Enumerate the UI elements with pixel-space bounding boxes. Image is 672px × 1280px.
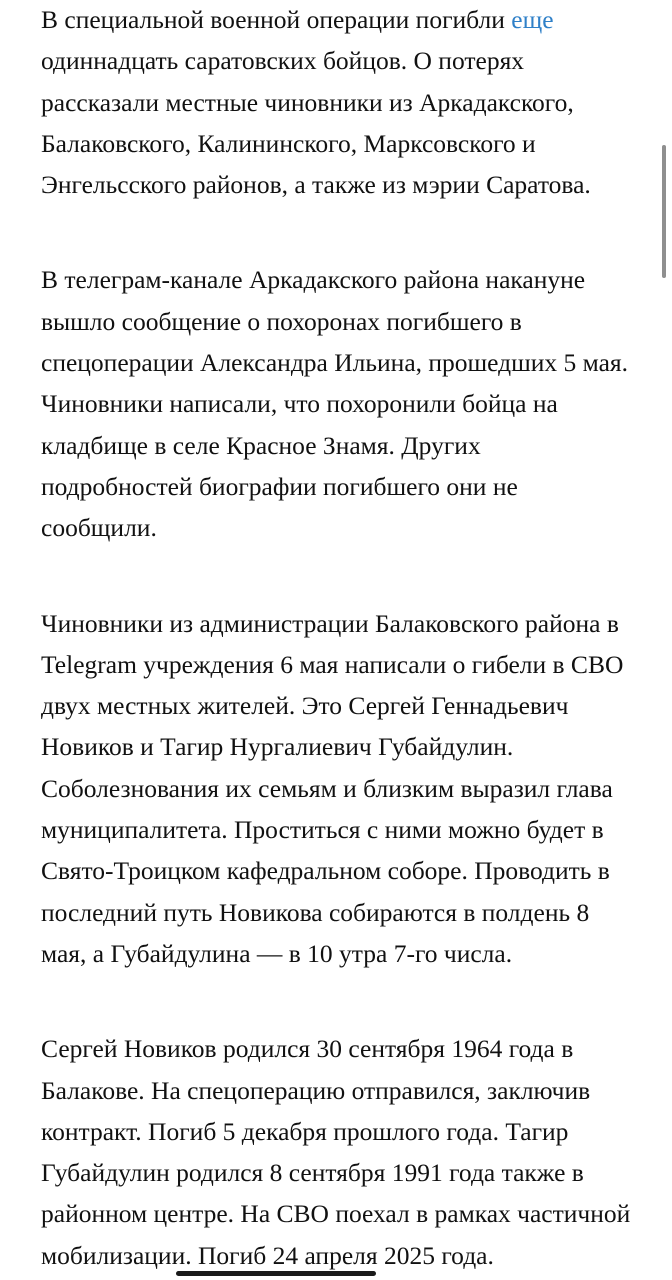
- paragraph-line: Telegram учреждения 6 мая написали о гибели в СВО: [41, 649, 624, 679]
- paragraph-line: Соболезнования их семьям и близким выразил глава: [41, 773, 613, 803]
- paragraph-line: двух местных жителей. Это Сергей Геннадьевич: [41, 691, 569, 721]
- paragraph-1: [41, 0, 672, 205]
- paragraph-line: контракт. Погиб 5 декабря прошлого года. Тагир: [41, 1116, 569, 1146]
- paragraph-line: Чиновники из администрации Балаковского района в: [41, 608, 619, 638]
- paragraph-line: Балаковского, Калининского, Марксовского и: [41, 128, 536, 158]
- paragraph-line: кладбище в селе Красное Знамя. Других: [41, 430, 481, 460]
- paragraph-line: одиннадцать саратовских бойцов. О потерях: [41, 46, 525, 76]
- paragraph-line: Балакове. На спецоперацию отправился, заключив: [41, 1075, 591, 1105]
- paragraph-line: рассказали местные чиновники из Аркадакского,: [41, 87, 574, 117]
- paragraph-gap: [41, 205, 672, 259]
- home-indicator-bar[interactable]: [176, 1271, 376, 1276]
- paragraph-line: мобилизации. Погиб 24 апреля 2025 года.: [41, 1240, 494, 1270]
- paragraph-line: Новиков и Тагир Нургалиевич Губайдулин.: [41, 732, 514, 762]
- paragraph-line: Чиновники написали, что похоронили бойца на: [41, 389, 558, 419]
- paragraph-2: [41, 259, 672, 548]
- paragraph-line: сообщили.: [41, 513, 157, 543]
- paragraph-line: [41, 0, 672, 40]
- paragraph-gap: [41, 974, 672, 1028]
- paragraph-line: районном центре. На СВО поехал в рамках частичной: [41, 1199, 631, 1229]
- paragraph-4: [41, 1028, 672, 1276]
- article-body: [41, 0, 672, 1276]
- paragraph-text: В специальной военной операции погибли: [41, 5, 512, 34]
- paragraph-line: В телеграм-канале Аркадакского района накануне: [41, 265, 586, 295]
- paragraph-line: спецоперации Александра Ильина, прошедших 5 мая.: [41, 348, 629, 378]
- more-link[interactable]: еще: [511, 5, 554, 34]
- paragraph-3: [41, 603, 672, 975]
- paragraph-gap: [41, 549, 672, 603]
- paragraph-line: вышло сообщение о похоронах погибшего в: [41, 306, 522, 336]
- paragraph-line: последний путь Новикова собираются в полдень 8: [41, 897, 590, 927]
- scrollbar-thumb[interactable]: [662, 145, 666, 278]
- paragraph-line: муниципалитета. Проститься с ними можно будет в: [41, 815, 604, 845]
- paragraph-line: Губайдулин родился 8 сентября 1991 года также в: [41, 1158, 584, 1188]
- paragraph-line: подробностей биографии погибшего они не: [41, 471, 518, 501]
- paragraph-line: мая, а Губайдулина — в 10 утра 7-го числа.: [41, 938, 513, 968]
- paragraph-line: Сергей Новиков родился 30 сентября 1964 года в: [41, 1034, 574, 1064]
- paragraph-line: Свято-Троицком кафедральном соборе. Проводить в: [41, 856, 610, 886]
- paragraph-line: Энгельсского районов, а также из мэрии Саратова.: [41, 170, 591, 200]
